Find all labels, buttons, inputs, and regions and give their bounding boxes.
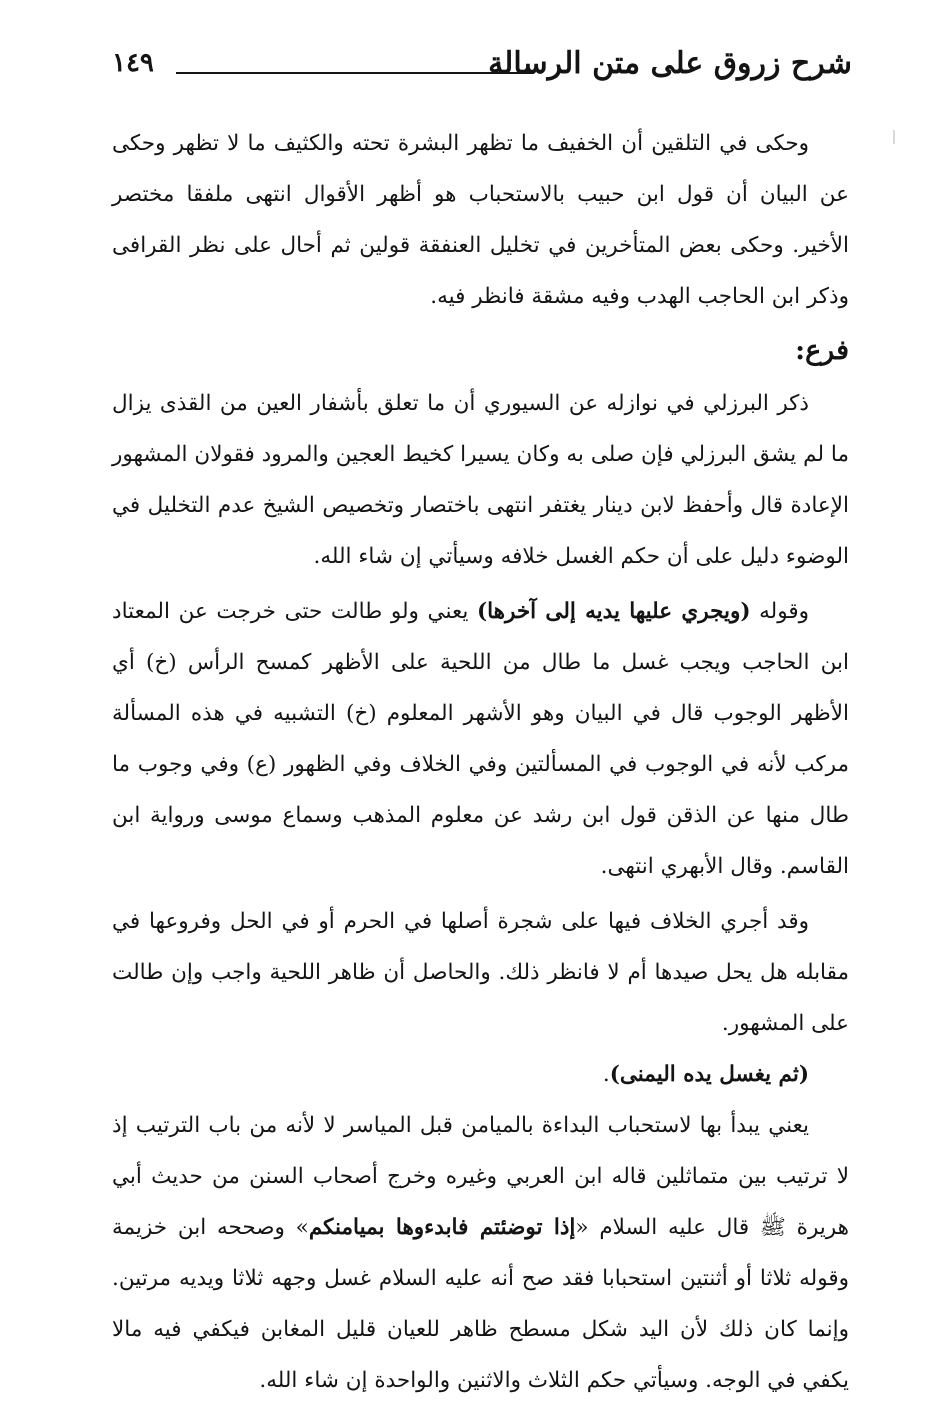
- paragraph-1: وحكى في التلقين أن الخفيف ما تظهر البشرة تحته والكثيف ما لا تظهر وحكى عن البيان أن قول ابن حبيب بالاستحباب هو أظهر الأقوال انتهى ملفقا مختصر الأخير. وحكى بعض المتأخرين في تخليل العنفقة قولين ثم أحال على نظر القرافى وذكر ابن الحاجب الهدب وفيه مشقة فانظر فيه.: [112, 131, 849, 309]
- paragraph-4: وقد أجري الخلاف فيها على شجرة أصلها في الحرم أو في الحل وفروعها في مقابله هل يحل صيدها أم لا فانظر ذلك. والحاصل أن ظاهر اللحية واجب وإن طالت على المشهور.: [112, 909, 849, 1036]
- page-number: ١٤٩: [112, 48, 154, 78]
- paragraph-6: [112, 1100, 849, 1406]
- hadith-quote: إذا توضئتم فابدءوها بميامنكم: [308, 1215, 576, 1240]
- header-rule: [176, 72, 534, 74]
- paragraph-3: [112, 586, 849, 892]
- quoted-matn-2: (ثم يغسل يده اليمنى): [609, 1062, 809, 1087]
- margin-mark: [893, 130, 895, 144]
- paragraph-3-body: يعني ولو طالت حتى خرجت عن المعتاد ابن الحاجب ويجب غسل ما طال من اللحية على الأظهر كمسح الرأس (خ) أي الأظهر الوجوب قال في البيان وهو الأشهر المعلوم (خ) التشبيه في هذه المسألة مركب لأنه في الوجوب في المسألتين وفي الخلاف وفي الظهور (ع) وفي وجوب ما طال منها عن الذقن قول ابن رشد عن معلوم المذهب وسماع موسى ورواية ابن القاسم. وقال الأبهري انتهى.: [112, 599, 849, 879]
- quoted-matn-1: (ويجري عليها يديه إلى آخرها): [476, 599, 751, 624]
- running-title: شرح زروق على متن الرسالة: [488, 46, 852, 81]
- paragraph-5: [112, 1049, 849, 1100]
- body-text: [112, 118, 849, 1406]
- paragraph-2: ذكر البرزلي في نوازله عن السيوري أن ما تعلق بأشفار العين من القذى يزال ما لم يشق البرزلي فإن صلى به وكان يسيرا كخيط العجين والمرود فقولان المشهور الإعادة قال وأحفظ لابن دينار يغتفر انتهى باختصار وتخصيص الشيخ عدم التخليل في الوضوء دليل على أن حكم الغسل خلافه وسيأتي إن شاء الله.: [112, 391, 849, 569]
- paragraph-3-lead: وقوله: [750, 599, 809, 624]
- paragraph-6-part-a: يعني يبدأ بها لاستحباب البداءة بالميامن قبل المياسر لا لأنه من باب الترتيب إذ لا ترتيب بين متماثلين قاله ابن العربي وغيره وخرج أصحاب السنن من حديث أبي هريرة ﷺ قال عليه السلام «: [112, 1113, 849, 1240]
- paragraph-5-end: .: [602, 1062, 610, 1087]
- page-header: [112, 42, 852, 92]
- paragraph-6-part-b: » وصححه ابن خزيمة وقوله ثلاثا أو أثنتين استحبابا فقد صح أنه عليه السلام غسل وجهه ثلاثا ويديه مرتين. وإنما كان ذلك لأن اليد شكل مسطح ظاهر للعيان قليل المغابن فيكفي فيه مالا يكفي في الوجه. وسيأتي حكم الثلاث والاثنين والواحدة إن شاء الله.: [112, 1215, 849, 1393]
- subheading-far: فرع:: [795, 335, 849, 366]
